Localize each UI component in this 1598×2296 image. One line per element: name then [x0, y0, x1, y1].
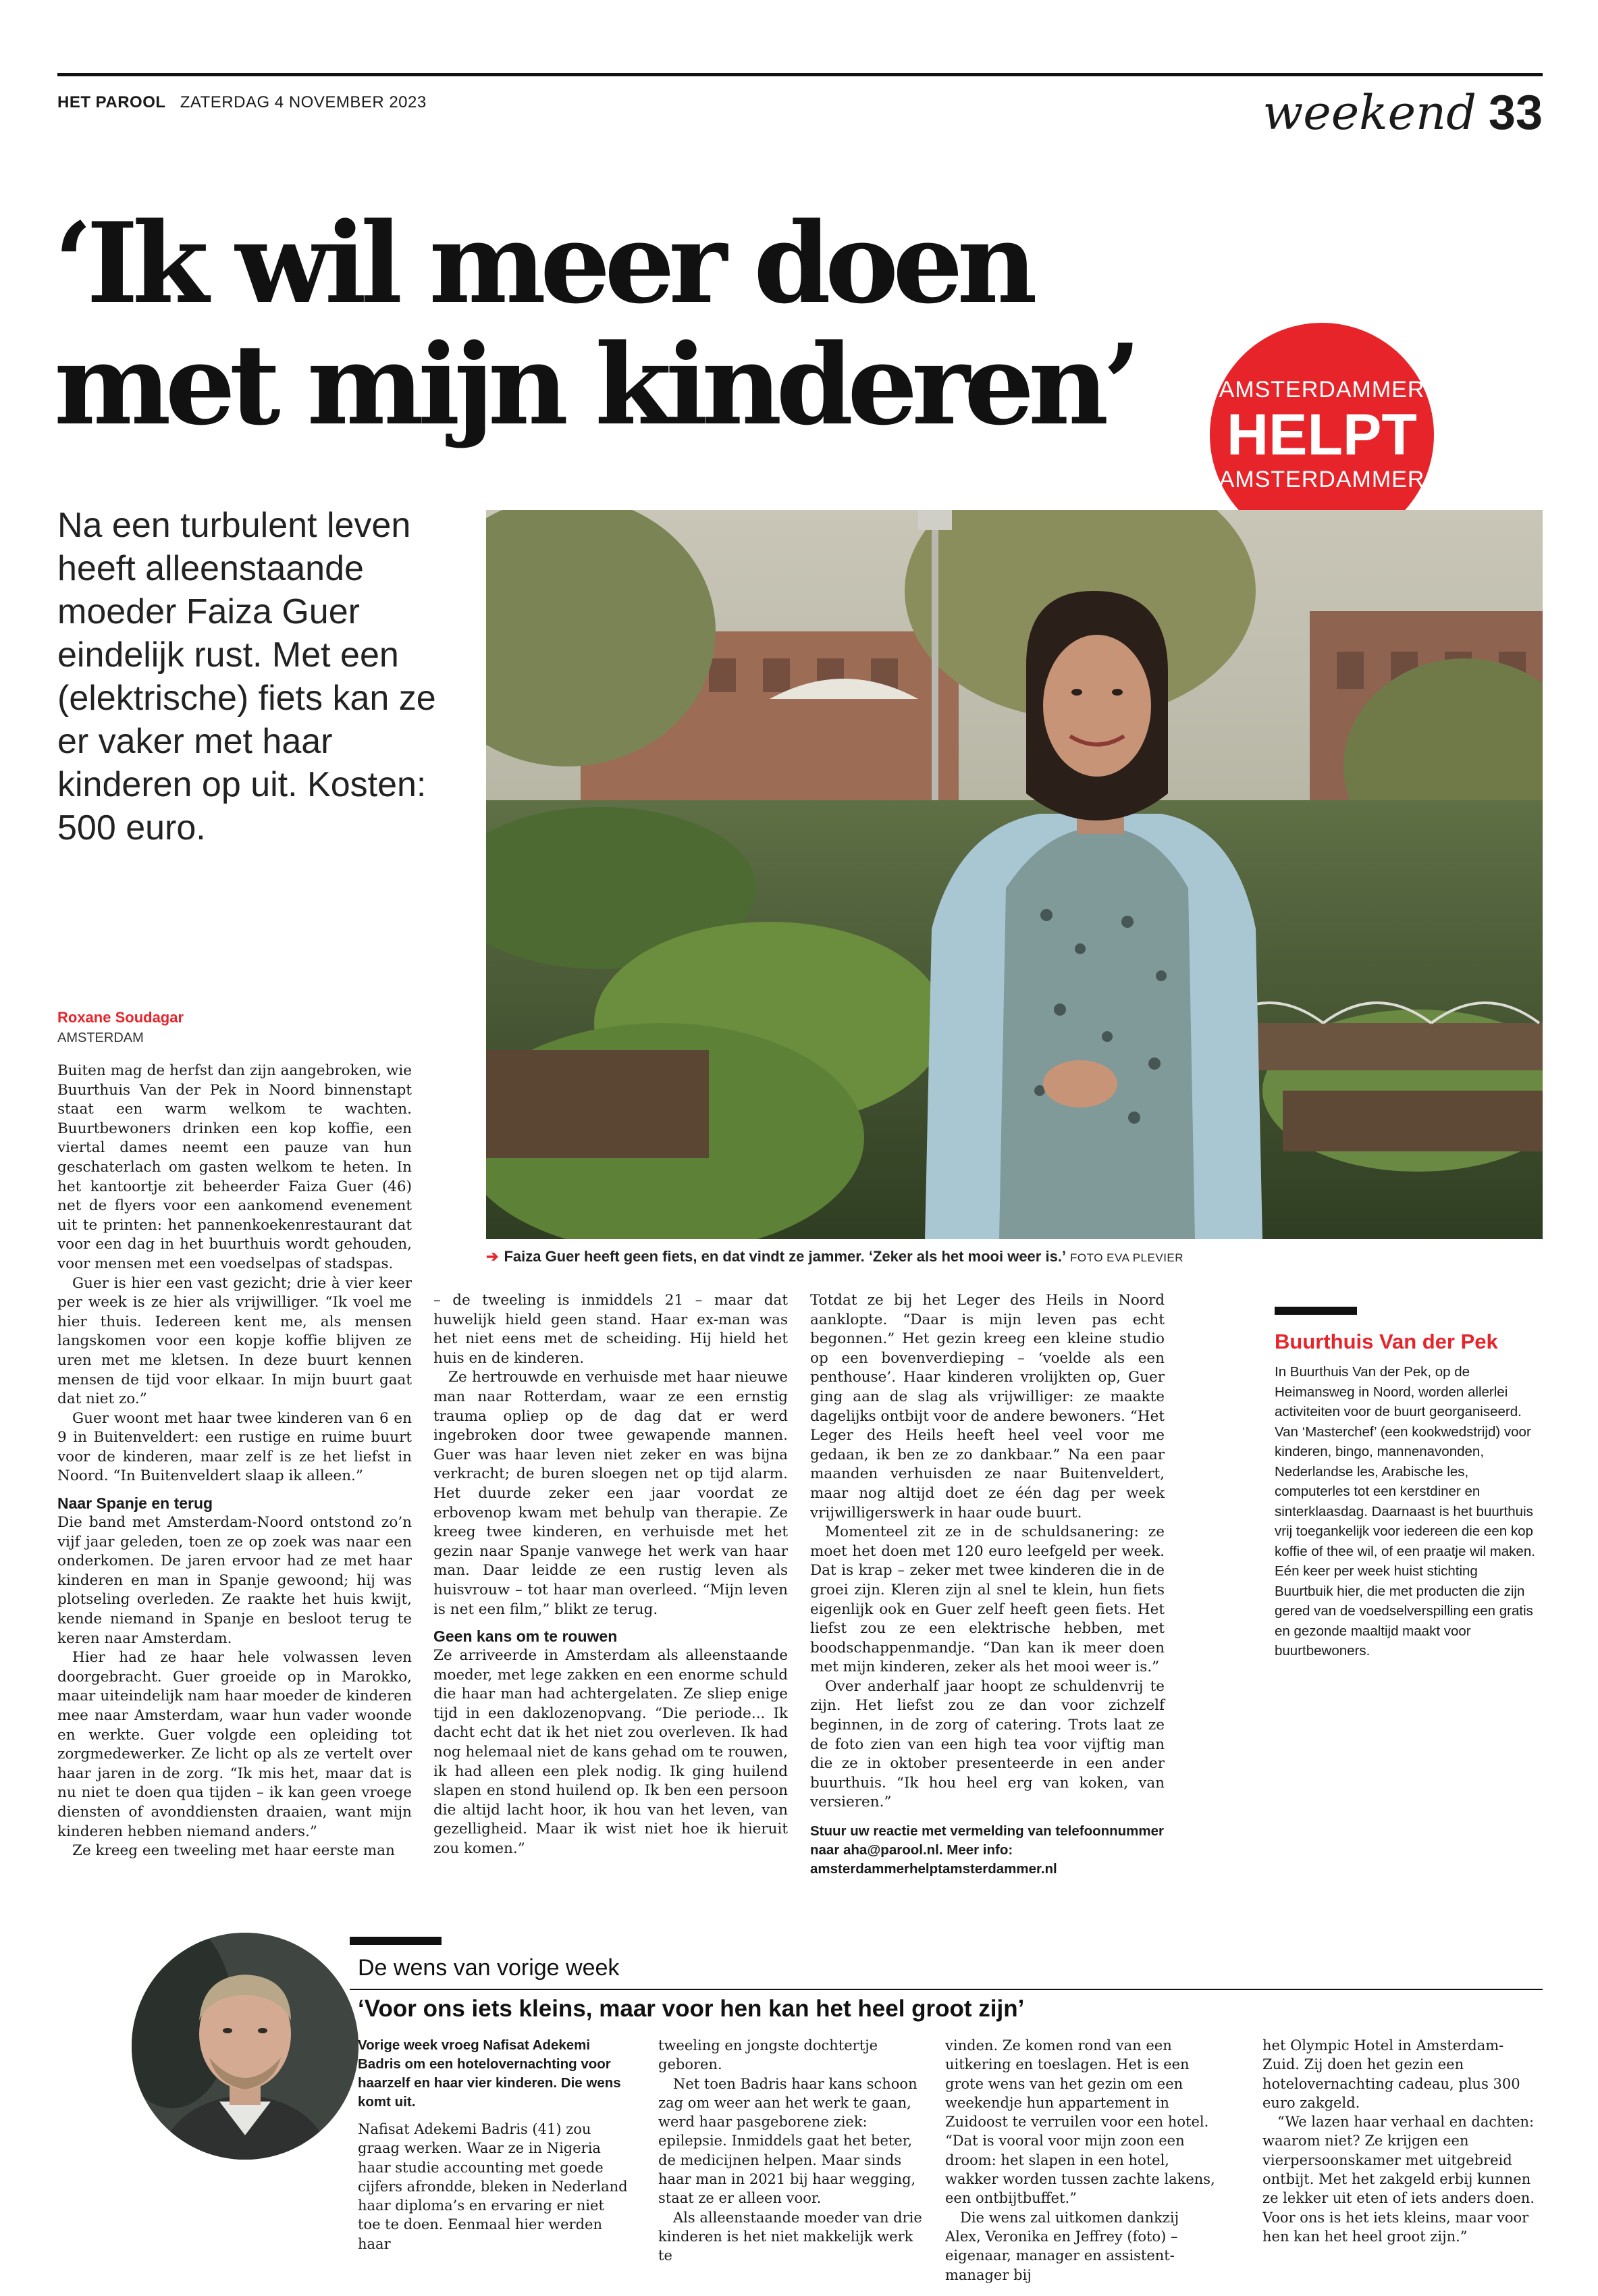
- lower-lead: Vorige week vroeg Nafisat Adekemi Badris om een hotelovernachting voor haarzelf en haar vier kinderen. Die wens komt uit.: [358, 2037, 621, 2110]
- paragraph: Ze kreeg een tweeling met haar eerste man: [72, 1842, 395, 1860]
- masthead-right: [1262, 85, 1543, 140]
- byline: [57, 1009, 184, 1046]
- paragraph: Totdat ze bij het Leger des Heils in Noord aanklopte. “Daar is mijn leven pas echt begonnen.” Het gezin kreeg een kleine studio op een bovenverdieping – ‘voelde als een penthouse’. Haar kinderen vrolijkten op, Guer ging aan de slag als vrijwilliger: ze maakte dagelijks ontbijt voor de andere bewoners. “Het Leger des Heils heeft heel veel voor me gedaan, ik ben ze zo dankbaar.” Na een paar maanden verhuisden ze naar Buitenveldert, maar nog altijd doet ze één dag per week vrijwilligerswerk in haar oude buurt.: [810, 1292, 1165, 1521]
- paragraph: Als alleenstaande moeder van drie kinderen is het niet makkelijk werk te: [658, 2209, 922, 2264]
- paragraph: het Olympic Hotel in Amsterdam-Zuid. Zij doen het gezin een hotelovernachting cadeau, plus 300 euro zakgeld.: [1262, 2037, 1520, 2111]
- article-column-3: [810, 1291, 1165, 1879]
- caption-text: Faiza Guer heeft geen fiets, en dat vindt ze jammer. ‘Zeker als het mooi weer is.’: [504, 1248, 1067, 1265]
- paragraph: Die wens zal uitkomen dankzij Alex, Veronika en Jeffrey (foto) – eigenaar, manager en assistent-manager bij: [945, 2209, 1179, 2283]
- paragraph: Guer woont met haar twee kinderen van 6 en 9 in Buitenveldert: een rustige en ruime buurt voor de kinderen, maar zelf is ze het liefst in Noord. “In Buitenveldert slaap ik alleen.”: [57, 1409, 412, 1485]
- headline-line-1: ‘Ik wil meer doen: [54, 198, 1032, 328]
- paragraph: vinden. Ze komen rond van een uitkering en toeslagen. Het is een grote wens van het gezin om een weekendje hun appartement in Zuidoost te verruilen voor een hotel. “Dat is vooral voor mijn zoon een droom: het slapen in een hotel, wakker worden tussen zachte lakens, een ontbijtbuffet.”: [945, 2037, 1215, 2207]
- lower-divider: [350, 1989, 1543, 1990]
- sidebar-body: In Buurthuis Van der Pek, op de Heimansweg in Noord, worden allerlei activiteiten voor de buurt georganiseerd. Van ‘Masterchef’ (een kookwedstrijd) voor kinderen, bingo, mannenavonden, Nederlandse les, Arabische les, computerles tot een kerstdiner en sinterklaasdag. Daarnaast is het buurthuis vrij toegankelijk voor iedereen die een kop koffie of thee wil, of een praatje wil maken. Eén keer per week huist stichting Buurtbuik hier, die met producten die zijn gered van de voedselverspilling een gratis en gezonde maaltijd maakt voor buurtbewoners.: [1275, 1364, 1535, 1659]
- sidebar-rule: [1275, 1307, 1357, 1315]
- photo-credit: FOTO EVA PLEVIER: [1070, 1251, 1184, 1264]
- brand-name: HET PAROOL: [57, 93, 166, 111]
- intro-text: Na een turbulent leven heeft alleenstaande moeder Faiza Guer eindelijk rust. Met een (elektrische) fiets kan ze er vaker met haar kinderen op uit. Kosten: 500 euro.: [57, 506, 436, 847]
- lower-column-2: [658, 2036, 928, 2266]
- badge-top: AMSTERDAMMER: [1219, 377, 1425, 402]
- page-number: 33: [1488, 86, 1543, 140]
- paragraph: – de tweeling is inmiddels 21 – maar dat huwelijk hield geen stand. Haar ex-man was het niet eens met de scheiding. Hij hield het huis en de kinderen.: [433, 1292, 788, 1367]
- main-photo: [486, 510, 1543, 1239]
- paragraph: Guer is hier een vast gezicht; drie à vier keer per week is ze hier als vrijwilliger. “Ik voel me hier thuis. Iedereen kent me, als mensen langskomen voor een kopje koffie blijven ze uren met me kletsen. In deze buurt kennen mensen de tijd voor elkaar. In mijn buurt gaat dat niet zo.”: [57, 1274, 412, 1408]
- paragraph: Hier had ze haar hele volwassen leven doorgebracht. Guer groeide op in Marokko, maar uiteindelijk nam haar moeder de kinderen mee naar Amsterdam, waar hun vader woonde en werkte. Guer volgde een opleiding tot zorgmedewerker. Ze licht op als ze vertelt over haar jaren in de zorg. “Ik mis het, maar dat is nu niet te doen qua tijden – ik kan geen vroege diensten of avonddiensten draaien, want mijn kinderen hebben niemand anders.”: [57, 1649, 412, 1840]
- badge-bottom: AMSTERDAMMER: [1219, 467, 1425, 492]
- paragraph: Over anderhalf jaar hoopt ze schuldenvrij te zijn. Het liefst zou ze dan voor zichzelf beginnen, in de zorg of catering. Trots laat ze de foto zien van een high tea voor vijftig man die ze in oktober presenteerde in een ander buurthuis. “Ik hou heel erg van koken, van versieren.”: [810, 1677, 1165, 1811]
- sidebar-title: Buurthuis Van der Pek: [1275, 1330, 1498, 1353]
- paragraph: tweeling en jongste dochtertje geboren.: [658, 2037, 878, 2073]
- headline-line-2: met mijn kinderen’: [54, 319, 1136, 450]
- paragraph: Ze hertrouwde en verhuisde met haar nieuwe man naar Rotterdam, waar ze een ernstig trauma opliep op de dag dat er werd ingebroken door twee gewapende mannen. Guer was haar leven niet zeker en was bijna verkracht; de buren sloegen net op tijd alarm. Het duurde zeker een jaar voordat ze erbovenop kwam met behulp van therapie. Ze kreeg twee kinderen, en verhuisde met het gezin naar Spanje vanwege het werk van haar man. Daar leidde ze een rustig leven als huisvrouw – tot haar man overleed. “Mijn leven is net een film,” blikt ze terug.: [433, 1369, 788, 1618]
- headline: [54, 198, 1202, 450]
- paragraph: Buiten mag de herfst dan zijn aangebroken, wie Buurthuis Van der Pek in Noord binnenstapt staat een warm welkom te wachten. Buurtbewoners drinken een kop koffie, een viertal dames neemt een pauze van hun geschaterlach om gasten welkom te heten. In het kantoortje zit beheerder Faiza Guer (46) net de flyers voor een aankomend evenement uit te printen: het pannenkoekenrestaurant dat voor een dag in het buurthuis wordt gehouden, voor mensen met een voedselpas of stadspas.: [57, 1062, 412, 1272]
- reader-response-note: Stuur uw reactie met vermelding van telefoonnummer naar aha@parool.nl. Meer info: amsterdammerhelptamsterdammer.nl: [810, 1823, 1165, 1877]
- article-column-2: [433, 1291, 788, 1859]
- paragraph: “We lazen haar verhaal en dachten: waarom niet? Ze krijgen een vierpersoonskamer met uitgebreid ontbijt. Met het zakgeld erbij kunnen ze lekker uit eten of iets anders doen. Voor ons is het iets kleins, maar voor hen kan het heel groot zijn.”: [1262, 2114, 1535, 2245]
- lower-column-4: [1262, 2036, 1539, 2246]
- hotel-manager-portrait: [132, 1933, 358, 2160]
- paragraph: Nafisat Adekemi Badris (41) zou graag werken. Waar ze in Nigeria haar studie accounting met goede cijfers afrondde, bleken in Nederland haar diploma’s en ervaring er niet toe te doen. Eenmaal hier werden haar: [358, 2121, 628, 2252]
- photo-caption: [486, 1248, 1543, 1266]
- subheading: Geen kans om te rouwen: [433, 1627, 618, 1646]
- top-rule: [57, 73, 1543, 76]
- lower-column-1: [358, 2036, 628, 2253]
- issue-date: ZATERDAG 4 NOVEMBER 2023: [180, 93, 427, 111]
- paragraph: Net toen Badris haar kans schoon zag om weer aan het werk te gaan, werd haar pasgeborene ziek: epilepsie. Inmiddels gaat het beter, de medicijnen helpen. Maar sinds haar man in 2021 bij haar wegging, staat ze er alleen voor.: [658, 2075, 917, 2207]
- section-name: weekend: [1262, 85, 1476, 140]
- author-name: Roxane Soudagar: [57, 1009, 184, 1026]
- article-column-1: [57, 1062, 412, 1861]
- arrow-right-icon: ➔: [486, 1248, 499, 1265]
- lower-kicker: De wens van vorige week: [358, 1955, 620, 1981]
- lower-headline: ‘Voor ons iets kleins, maar voor hen kan het heel groot zijn’: [358, 1995, 1025, 2022]
- paragraph: Momenteel zit ze in de schuldsanering: ze moet het doen met 120 euro leefgeld per week. Dat is krap – zeker met twee kinderen die in de groei zijn. Kleren zijn al snel te klein, hun fiets eigenlijk ook en Guer zelf heeft geen fiets. Het liefst zou ze een elektrische hebben, met boodschappenmandje. “Dan kan ik meer doen met mijn kinderen, zeker als het mooi weer is.”: [810, 1523, 1165, 1676]
- lower-section-rule: [350, 1937, 442, 1945]
- badge-middle: HELPT: [1227, 402, 1417, 467]
- masthead-left: [57, 93, 427, 112]
- info-sidebar: [1275, 1307, 1539, 1661]
- subheading: Naar Spanje en terug: [57, 1494, 213, 1513]
- garden-portrait-image: [486, 510, 1543, 1239]
- paragraph: Ze arriveerde in Amsterdam als alleenstaande moeder, met lege zakken en een enorme schuld die haar man had achtergelaten. Ze sliep enige tijd in een daklozenopvang. “Die periode... Ik dacht echt dat ik het niet zou overleven. Ik had nog helemaal niet de kans gehad om te rouwen, ik had alleen een plek nodig. Ik ging huilend slapen en stond huilend op. Ik ben een persoon die altijd lacht hoor, ik hou van het leven, van gezelligheid. Maar ik wist niet hoe ik hieruit zou komen.”: [433, 1647, 788, 1858]
- man-portrait-image: [132, 1933, 358, 2160]
- dateline-place: AMSTERDAM: [57, 1030, 144, 1045]
- lower-column-3: [945, 2036, 1215, 2285]
- paragraph: Die band met Amsterdam-Noord ontstond zo’n vijf jaar geleden, toen ze op zoek was naar een onderkomen. De jaren ervoor had ze met haar kinderen en man in Spanje gewoond; hij was plotseling overleden. Ze raakte het huis kwijt, kende niemand in Spanje en besloot terug te keren naar Amsterdam.: [57, 1514, 412, 1647]
